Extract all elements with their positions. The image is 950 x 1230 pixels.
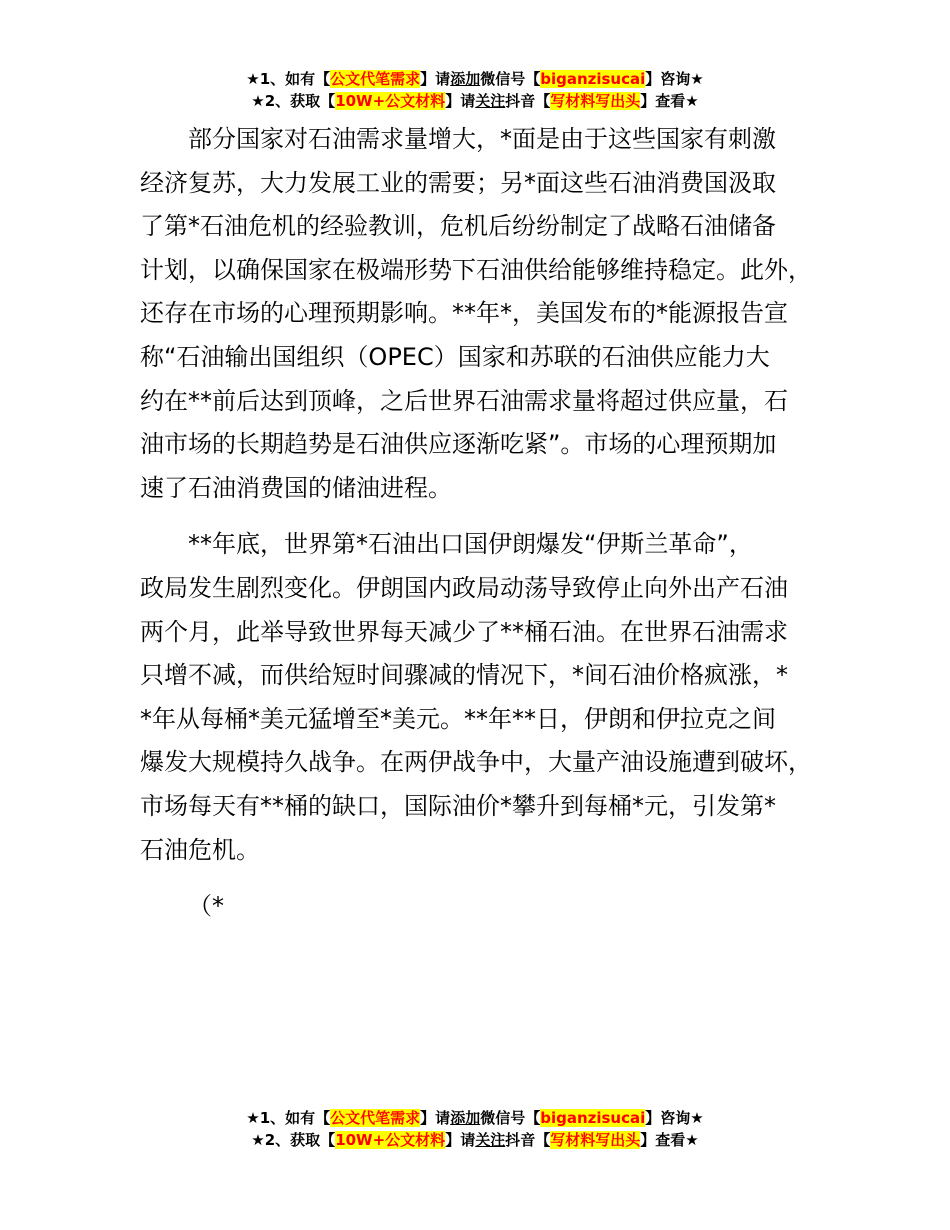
footer-line-1: ★1、如有【公文代笔需求】请添加微信号【biganzisucai】咨询★ (246, 1109, 704, 1127)
paragraph-1: 部分国家对石油需求量增大，*面是由于这些国家有刺激 经济复苏，大力发展工业的需要；另*面这些石油消费国汲取 了第*石油危机的经验教训，危机后纷纷制定了战略石油储备 计划，以确保国家在极端形势下石油供给能够维持稳定。此外， 还存在市场的心理预期影响。**年*，美国发布的*能源报告宣 称“石油输出国组织（OPEC）国家和苏联的石油供应能力大 约在**前后达到顶峰，之后世界石油需求量将超过供应量，石 油市场的长期趋势是石油供应逐渐吃紧”。市场的心理预期加 速了石油消费国的储油进程。 (140, 125, 812, 502)
paragraph-3: （* (188, 892, 224, 921)
footer-highlight-wechat-id: biganzisucai (540, 1109, 646, 1127)
footer-line-2: ★2、获取【10W+公文材料】请关注抖音【写材料写出头】查看★ (251, 1131, 699, 1149)
banner-line-2: ★2、获取【10W+公文材料】请关注抖音【写材料写出头】查看★ (251, 92, 699, 110)
header-banner (0, 68, 950, 112)
paragraph-2: **年底，世界第*石油出口国伊朗爆发“伊斯兰革命”， 政局发生剧烈变化。伊朗国内政局动荡导致停止向外出产石油 两个月，此举导致世界每天减少了**桶石油。在世界石油需求 只增不减，而供给短时间骤减的情况下，*间石油价格疯涨，* *年从每桶*美元猛增至*美元。**年**日，伊朗和伊拉克之间 爆发大规模持久战争。在两伊战争中，大量产油设施遭到破坏， 市场每天有**桶的缺口，国际油价*攀升到每桶*元，引发第* 石油危机。 (140, 530, 812, 864)
highlight-service: 公文代笔需求 (330, 70, 421, 88)
footer-highlight-service: 公文代笔需求 (330, 1109, 421, 1127)
highlight-wechat-id: biganzisucai (540, 70, 646, 88)
document-body (140, 118, 840, 942)
highlight-douyin: 写材料写出头 (550, 92, 641, 110)
footer-highlight-materials: 10W+公文材料 (335, 1131, 446, 1149)
footer-banner (0, 1107, 950, 1151)
banner-line-1: ★1、如有【公文代笔需求】请添加微信号【biganzisucai】咨询★ (246, 70, 704, 88)
highlight-materials: 10W+公文材料 (335, 92, 446, 110)
footer-highlight-douyin: 写材料写出头 (550, 1131, 641, 1149)
